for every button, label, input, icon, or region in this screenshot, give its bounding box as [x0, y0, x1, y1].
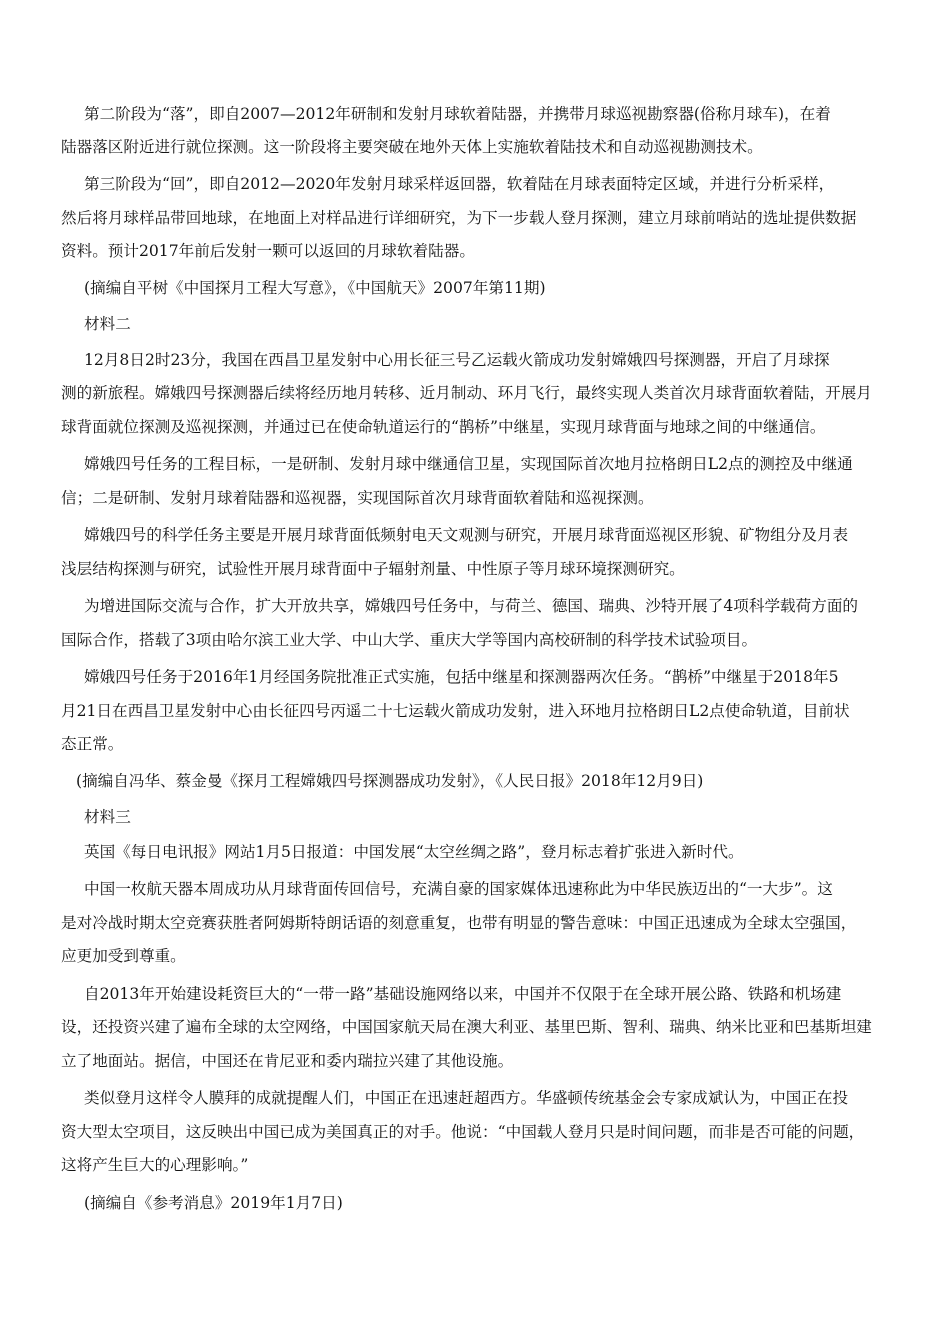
text-line: 立了地面站。据信，中国还在肯尼亚和委内瑞拉兴建了其他设施。	[61, 1052, 514, 1070]
text-line: 态正常。	[61, 735, 124, 753]
text-line: 类似登月这样令人膜拜的成就提醒人们，中国正在迅速赶超西方。华盛顿传统基金会专家成斌认为，中国正在投	[84, 1089, 849, 1107]
text-line: 然后将月球样品带回地球，在地面上对样品进行详细研究，为下一步载人登月探测，建立月球前哨站的选址提供数据	[61, 209, 857, 227]
text-line: 球背面就位探测及巡视探测，并通过已在使命轨道运行的“鹊桥”中继星，实现月球背面与地球之间的中继通信。	[61, 418, 826, 436]
text-line: 这将产生巨大的心理影响。”	[61, 1156, 249, 1174]
text-line: 第二阶段为“落”，即自2007—2012年研制和发射月球软着陆器，并携带月球巡视勘察器(俗称月球车)，在着	[84, 105, 831, 123]
text-line: 应更加受到尊重。	[61, 947, 186, 965]
section-heading-material-two: 材料二	[84, 315, 131, 333]
text-line: 是对冷战时期太空竞赛获胜者阿姆斯特朗话语的刻意重复，也带有明显的警告意味：中国正迅速成为全球太空强国，	[61, 914, 857, 932]
paragraph-telegraph-report: 英国《每日电讯报》网站1月5日报道：中国发展“太空丝绸之路”，登月标志着扩张进入新时代。	[84, 843, 744, 861]
text-line: 嫦娥四号任务的工程目标，一是研制、发射月球中继通信卫星，实现国际首次地月拉格朗日L2点的测控及中继通	[84, 455, 853, 473]
text-line: 国际合作，搭载了3项由哈尔滨工业大学、中山大学、重庆大学等国内高校研制的科学技术试验项目。	[61, 631, 758, 649]
text-line: 浅层结构探测与研究，试验性开展月球背面中子辐射剂量、中性原子等月球环境探测研究。	[61, 560, 685, 578]
text-line: 12月8日2时23分，我国在西昌卫星发射中心用长征三号乙运载火箭成功发射嫦娥四号探测器，开启了月球探	[84, 351, 830, 369]
citation-material-two: (摘编自冯华、蔡金曼《探月工程嫦娥四号探测器成功发射》，《人民日报》2018年12月9日)	[76, 772, 704, 790]
text-line: 嫦娥四号的科学任务主要是开展月球背面低频射电天文观测与研究，开展月球背面巡视区形貌、矿物组分及月表	[84, 526, 849, 544]
section-heading-material-three: 材料三	[84, 808, 131, 826]
text-line: 月21日在西昌卫星发射中心由长征四号丙遥二十七运载火箭成功发射，进入环地月拉格朗日L2点使命轨道，目前状	[61, 702, 850, 720]
citation-material-one: (摘编自平树《中国探月工程大写意》，《中国航天》2007年第11期)	[84, 279, 546, 297]
text-line: 陆器落区附近进行就位探测。这一阶段将主要突破在地外天体上实施软着陆技术和自动巡视勘测技术。	[61, 138, 763, 156]
text-line: 资大型太空项目，这反映出中国已成为美国真正的对手。他说：“中国载人登月只是时间问题，而非是否可能的问题，	[61, 1123, 865, 1141]
text-line: 测的新旅程。嫦娥四号探测器后续将经历地月转移、近月制动、环月飞行，最终实现人类首次月球背面软着陆，开展月	[61, 384, 872, 402]
text-line: 第三阶段为“回”，即自2012—2020年发射月球采样返回器，软着陆在月球表面特定区域，并进行分析采样，	[84, 175, 835, 193]
text-line: 信；二是研制、发射月球着陆器和巡视器，实现国际首次月球背面软着陆和巡视探测。	[61, 489, 654, 507]
text-line: 为增进国际交流与合作，扩大开放共享，嫦娥四号任务中，与荷兰、德国、瑞典、沙特开展了4项科学载荷方面的	[84, 597, 859, 615]
citation-material-three: (摘编自《参考消息》2019年1月7日)	[84, 1194, 343, 1212]
text-line: 自2013年开始建设耗资巨大的“一带一路”基础设施网络以来，中国并不仅限于在全球开展公路、铁路和机场建	[84, 985, 842, 1003]
text-line: 资料。预计2017年前后发射一颗可以返回的月球软着陆器。	[61, 242, 475, 260]
text-line: 设，还投资兴建了遍布全球的太空网络，中国国家航天局在澳大利亚、基里巴斯、智利、瑞典、纳米比亚和巴基斯坦建	[61, 1018, 872, 1036]
text-line: 中国一枚航天器本周成功从月球背面传回信号，充满自豪的国家媒体迅速称此为中华民族迈出的“一大步”。这	[84, 880, 833, 898]
text-line: 嫦娥四号任务于2016年1月经国务院批准正式实施，包括中继星和探测器两次任务。“鹊桥”中继星于2018年5	[84, 668, 839, 686]
